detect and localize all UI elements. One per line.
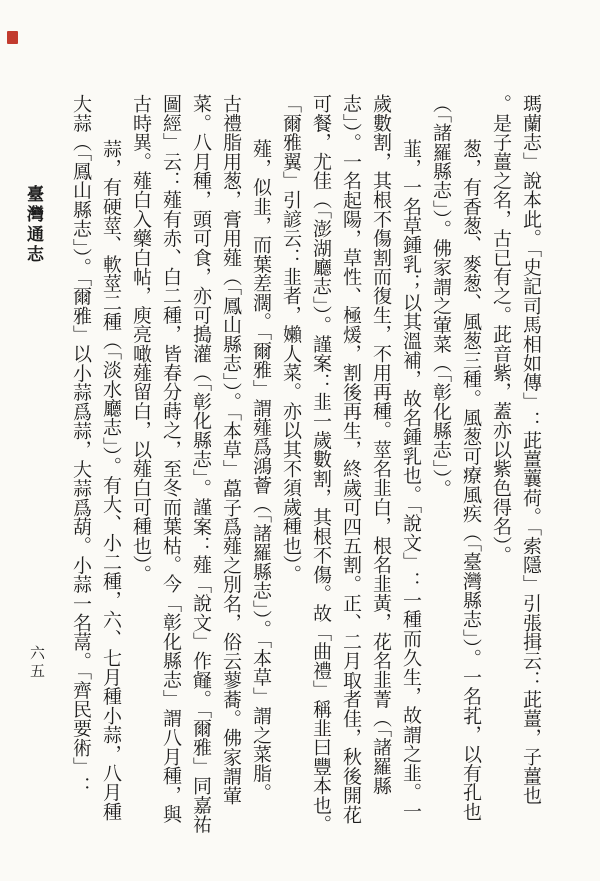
text-column: 古時異。薤白入藥白帖，庾亮噉薤留白，以薤白可種也）。 (130, 94, 152, 584)
text-column: 圖經」云：薤有赤、白二種，皆春分蒔之，至冬而葉枯。今「彰化縣志」謂八月種，與 (160, 94, 182, 824)
text-column: （「諸羅縣志」）。佛家謂之葷菜（「彰化縣志」）。 (430, 94, 452, 498)
text-column-entry-scallion: 葱，有香葱、麥葱、風葱三種。風葱可療風疾（「臺灣縣志」）。一名芤，以有孔也 (460, 139, 482, 821)
text-column-entry-shallot: 薤，似韭，而葉差濶。「爾雅」謂薤爲鴻薈（「諸羅縣志」）。「本草」謂之菜脂。 (250, 139, 272, 802)
text-column: 瑪蘭志」說本此。「史記司馬相如傳」：茈薑蘘荷。「索隱」引張揖云：茈薑，子薑也 (520, 94, 542, 805)
text-column: 古禮脂用葱，膏用薤（「鳳山縣志」）。「本草」藠子爲薤之別名，俗云蓼蕎。佛家謂葷 (220, 94, 242, 805)
vertical-text-area (52, 94, 546, 852)
text-column: 菜。八月種，頭可食，亦可搗灌（「彰化縣志」。謹案：薤「說文」作䪥。「爾雅」同嘉祐 (190, 94, 212, 834)
text-column-entry-garlic: 蒜，有硬莖、軟莖二種（「淡水廳志」）。有大、小二種，六、七月種小蒜，八月種 (100, 139, 122, 821)
text-column: 可餐，尤佳（「澎湖廳志」）。謹案：韭一歲數割，其根不傷。故「曲禮」稱韭曰豐本也。 (310, 94, 332, 834)
text-column: 歲數割，其根不傷割而復生，不用再種。莖名韭白，根名韭黃，花名韭菁（「諸羅縣 (370, 94, 392, 795)
text-column: 大蒜（「鳳山縣志」）。「爾雅」以小蒜爲蒜，大蒜爲葫。小蒜一名蒚。「齊民要術」： (70, 94, 92, 796)
page-number: 六五 (28, 645, 46, 681)
red-stamp-mark (7, 31, 18, 44)
text-column: 。是子薑之名，古已有之。茈音紫，蓋亦以紫色得名）。 (490, 94, 512, 565)
spine-title: 臺灣通志 (23, 185, 43, 265)
text-column: 「爾雅翼」引諺云：韭者，嬾人菜。亦以其不須歲種也）。 (280, 94, 302, 584)
text-column-entry-chive: 韮，一名草鍾乳；以其溫補，故名鍾乳也。「說文」：一種而久生，故謂之韭。一 (400, 139, 422, 821)
text-column: 志」）。一名起陽，草性、極煖，割後再生，終歲可四五割。正、二月取者佳，秋後開花 (340, 94, 362, 824)
